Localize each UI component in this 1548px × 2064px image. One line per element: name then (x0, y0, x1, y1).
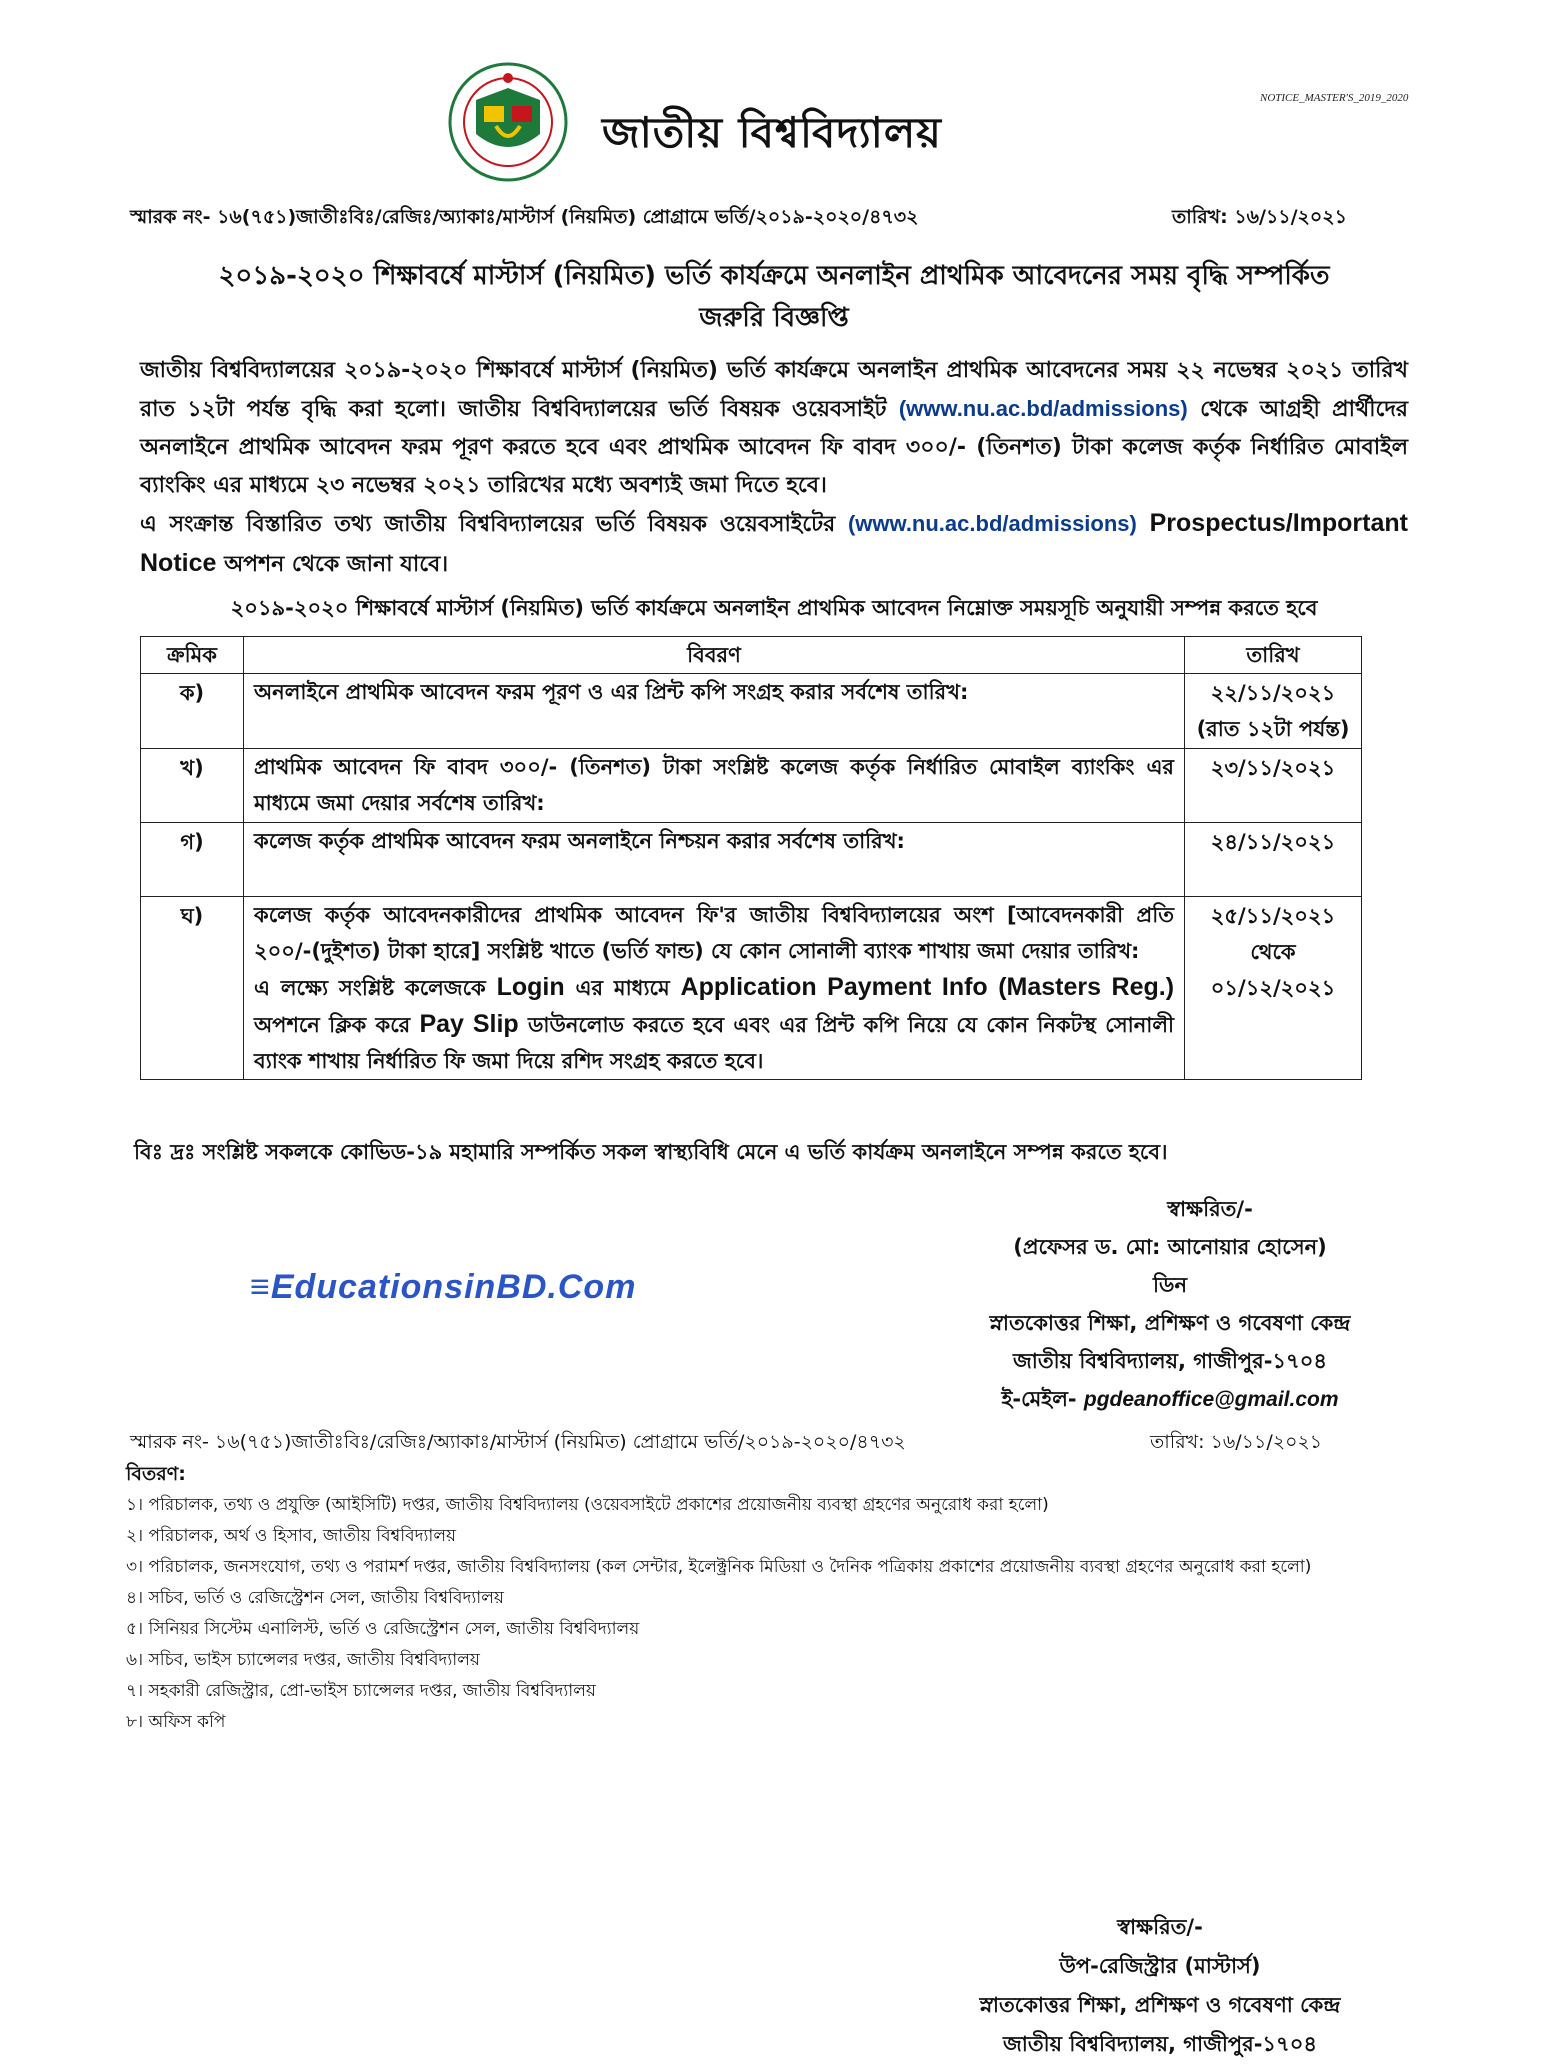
list-item: ২। পরিচালক, অর্থ ও হিসাব, জাতীয় বিশ্ববিদ্যালয় (126, 1526, 457, 1546)
notice-paragraph-2 (140, 504, 1408, 584)
watermark (250, 1268, 636, 1307)
list-item: ৮। অফিস কপি (126, 1712, 226, 1732)
university-name: জাতীয় বিশ্ববিদ্যালয় (602, 108, 942, 157)
row-serial: গ) (141, 823, 244, 897)
email-label: ই-মেইল- (1001, 1387, 1077, 1411)
instruction-text-d: ডাউনলোড করতে হবে এবং এর প্রিন্ট কপি নিয়ে যে কোন নিকটস্থ সোনালী ব্যাংক শাখায় নির্ধারিত ফি জমা দিয়ে রশিদ সংগ্রহ করতে হবে। (254, 1013, 1174, 1073)
list-item: ৩। পরিচালক, জনসংযোগ, তথ্য ও পরামর্শ দপ্তর, জাতীয় বিশ্ববিদ্যালয় (কল সেন্টার, ইলেক্ট্রনিক মিডিয়া ও দৈনিক পত্রিকায় প্রকাশের প্রয়োজনীয় ব্যবস্থা গ্রহণের অনুরোধ করা হলো) (126, 1557, 1312, 1577)
list-item: ৫। সিনিয়র সিস্টেম এনালিস্ট, ভর্তি ও রেজিস্ট্রেশন সেল, জাতীয় বিশ্ববিদ্যালয় (126, 1619, 640, 1639)
table-row (141, 897, 1362, 1080)
column-header-description: বিবরণ (244, 637, 1185, 674)
distribution-list (126, 1490, 1406, 1738)
university-seal-icon (446, 60, 570, 184)
row-description: অনলাইনে প্রাথমিক আবেদন ফরম পূরণ ও এর প্রিন্ট কপি সংগ্রহ করার সর্বশেষ তারিখ: (244, 674, 1185, 749)
notice-subtitle: জরুরি বিজ্ঞপ্তি (699, 303, 849, 333)
signatory-designation: ডিন (1153, 1273, 1187, 1297)
row-date (1185, 674, 1362, 749)
row-date (1185, 897, 1362, 1080)
list-item: ৬। সচিব, ভাইস চ্যান্সেলর দপ্তর, জাতীয় বিশ্ববিদ্যালয় (126, 1650, 480, 1670)
row-date: ২৩/১১/২০২১ (1185, 749, 1362, 823)
list-item: ৭। সহকারী রেজিস্ট্রার, প্রো-ভাইস চ্যান্সেলর দপ্তর, জাতীয় বিশ্ববিদ্যালয় (126, 1681, 596, 1701)
row-date: ২৪/১১/২০২১ (1185, 823, 1362, 897)
paragraph-2-text-a: এ সংক্রান্ত বিস্তারিত তথ্য জাতীয় বিশ্ববিদ্যালয়ের ভর্তি বিষয়ক ওয়েবসাইটের (140, 512, 836, 537)
memo-date: তারিখ: ১৬/১১/২০২১ (1172, 206, 1347, 228)
signatory-email-line (870, 1380, 1470, 1419)
signature-block-dean (870, 1228, 1470, 1419)
row-serial: ঘ) (141, 897, 244, 1080)
university-logo (446, 60, 570, 184)
row-description (244, 897, 1185, 1080)
signed-label-2: স্বাক্ষরিত/- (1117, 1915, 1203, 1939)
application-payment-option: Application Payment Info (Masters Reg.) (680, 973, 1175, 1001)
notice-paragraph-1 (140, 352, 1408, 505)
memo-number: স্মারক নং- ১৬(৭৫১)জাতীঃবিঃ/রেজিঃ/অ্যাকাঃ/মাস্টার্স (নিয়মিত) প্রোগ্রামে ভর্তি/২০১৯-২০২০/৪৭৩২ (130, 206, 919, 228)
row-description-instructions (254, 969, 1174, 1079)
signatory-office: স্নাতকোত্তর শিক্ষা, প্রশিক্ষণ ও গবেষণা কেন্দ্র (989, 1311, 1351, 1335)
distribution-title: বিতরণ: (126, 1463, 186, 1485)
row-date-end: ০১/১২/২০২১ (1210, 976, 1336, 1000)
distribution-memo-number: স্মারক নং- ১৬(৭৫১)জাতীঃবিঃ/রেজিঃ/অ্যাকাঃ/মাস্টার্স (নিয়মিত) প্রোগ্রামে ভর্তি/২০১৯-২০২০/৪৭৩২ (130, 1431, 906, 1453)
signatory-name: (প্রফেসর ড. মো: আনোয়ার হোসেন) (1013, 1235, 1327, 1259)
schedule-table (140, 636, 1362, 1080)
email-address[interactable]: pgdeanoffice@gmail.com (1083, 1388, 1339, 1411)
row-serial: ক) (141, 674, 244, 749)
column-header-date: তারিখ (1185, 637, 1362, 674)
row-date-value: ২২/১১/২০২১ (1210, 681, 1336, 705)
table-row (141, 823, 1362, 897)
registrar-office: স্নাতকোত্তর শিক্ষা, প্রশিক্ষণ ও গবেষণা কেন্দ্র (979, 1993, 1341, 2017)
row-description-main: কলেজ কর্তৃক আবেদনকারীদের প্রাথমিক আবেদন ফি'র জাতীয় বিশ্ববিদ্যালয়ের অংশ [আবেদনকারী প্রতি ২০০/-(দুইশত) টাকা হারে] সংশ্লিষ্ট খাতে (ভর্তি ফান্ড) যে কোন সোনালী ব্যাংক শাখায় জমা দেয়ার তারিখ: (254, 903, 1174, 963)
registrar-address: জাতীয় বিশ্ববিদ্যালয়, গাজীপুর-১৭০৪ (1003, 2032, 1317, 2056)
document-code: NOTICE_MASTER'S_2019_2020 (1260, 92, 1409, 104)
table-header-row (141, 637, 1362, 674)
row-date-start: ২৫/১১/২০২১ (1210, 904, 1336, 928)
pay-slip-option: Pay Slip (419, 1010, 519, 1038)
paragraph-2-text-b: অপশন থেকে জানা যাবে। (224, 552, 449, 577)
speed-lines-icon: ≡ (250, 1268, 271, 1306)
paragraph-1-text-a: জাতীয় বিশ্ববিদ্যালয়ের ২০১৯-২০২০ শিক্ষাবর্ষে মাস্টার্স (নিয়মিত) ভর্তি কার্যক্রমে অনলাইন প্রাথমিক আবেদনের সময় ২২ নভেম্বর ২০২১ তারিখ রাত ১২টা পর্যন্ত বৃদ্ধি করা হলো। জাতীয় বিশ্ববিদ্যালয়ের ভর্তি বিষয়ক ওয়েবসাইট (140, 358, 1408, 422)
instruction-text-b: এর মাধ্যমে (575, 976, 670, 1000)
signature-block-registrar (900, 1908, 1420, 2064)
admissions-link-2[interactable]: (www.nu.ac.bd/admissions) (847, 511, 1137, 536)
signatory-address: জাতীয় বিশ্ববিদ্যালয়, গাজীপুর-১৭০৪ (1013, 1349, 1327, 1373)
schedule-heading: ২০১৯-২০২০ শিক্ষাবর্ষে মাস্টার্স (নিয়মিত) ভর্তি কার্যক্রমে অনলাইন প্রাথমিক আবেদন নিম্নোক্ত সময়সূচি অনুযায়ী সম্পন্ন করতে হবে (230, 596, 1318, 620)
row-date-mid: থেকে (1250, 940, 1296, 964)
row-description: প্রাথমিক আবেদন ফি বাবদ ৩০০/- (তিনশত) টাকা সংশ্লিষ্ট কলেজ কর্তৃক নির্ধারিত মোবাইল ব্যাংকিং এর মাধ্যমে জমা দেয়ার সর্বশেষ তারিখ: (244, 749, 1185, 823)
registrar-designation: উপ-রেজিস্ট্রার (মাস্টার্স) (1059, 1954, 1261, 1978)
table-row (141, 674, 1362, 749)
list-item: ১। পরিচালক, তথ্য ও প্রযুক্তি (আইসিটি) দপ্তর, জাতীয় বিশ্ববিদ্যালয় (ওয়েবসাইটে প্রকাশের প্রয়োজনীয় ব্যবস্থা গ্রহণের অনুরোধ করা হলো) (126, 1495, 1049, 1515)
instruction-text-c: অপশনে ক্লিক করে (254, 1013, 411, 1037)
paragraph-1-text-b: থেকে আগ্রহী প্রার্থীদের অনলাইনে প্রাথমিক আবেদন ফরম পূরণ করতে হবে এবং প্রাথমিক আবেদন ফি বাবদ ৩০০/- (তিনশত) টাকা কলেজ কর্তৃক নির্ধারিত মোবাইল ব্যাংকিং এর মাধ্যমে ২৩ নভেম্বর ২০২১ তারিখের মধ্যে অবশ্যই জমা দিতে হবে। (140, 397, 1408, 498)
distribution-date: তারিখ: ১৬/১১/২০২১ (1150, 1431, 1323, 1453)
row-date-note: (রাত ১২টা পর্যন্ত) (1196, 717, 1350, 741)
watermark-text-a: Education (270, 1268, 445, 1306)
column-header-serial: ক্রমিক (141, 637, 244, 674)
watermark-text-b: sinBD.Com (444, 1268, 637, 1306)
login-option: Login (496, 973, 565, 1001)
notice-title: ২০১৯-২০২০ শিক্ষাবর্ষে মাস্টার্স (নিয়মিত) ভর্তি কার্যক্রমে অনলাইন প্রাথমিক আবেদনের সময় বৃদ্ধি সম্পর্কিত (218, 261, 1330, 291)
prospectus-option: Prospectus/Important Notice (140, 509, 1408, 577)
instruction-text-a: এ লক্ষ্যে সংশ্লিষ্ট কলেজকে (254, 976, 486, 1000)
row-description: কলেজ কর্তৃক প্রাথমিক আবেদন ফরম অনলাইনে নিশ্চয়ন করার সর্বশেষ তারিখ: (244, 823, 1185, 897)
list-item: ৪। সচিব, ভর্তি ও রেজিস্ট্রেশন সেল, জাতীয় বিশ্ববিদ্যালয় (126, 1588, 504, 1608)
covid-note: বিঃ দ্রঃ সংশ্লিষ্ট সকলকে কোভিড-১৯ মহামারি সম্পর্কিত সকল স্বাস্থ্যবিধি মেনে এ ভর্তি কার্যক্রম অনলাইনে সম্পন্ন করতে হবে। (134, 1140, 1168, 1164)
row-serial: খ) (141, 749, 244, 823)
admissions-link[interactable]: (www.nu.ac.bd/admissions) (898, 396, 1188, 421)
signed-label: স্বাক্ষরিত/- (1167, 1197, 1253, 1221)
table-row (141, 749, 1362, 823)
